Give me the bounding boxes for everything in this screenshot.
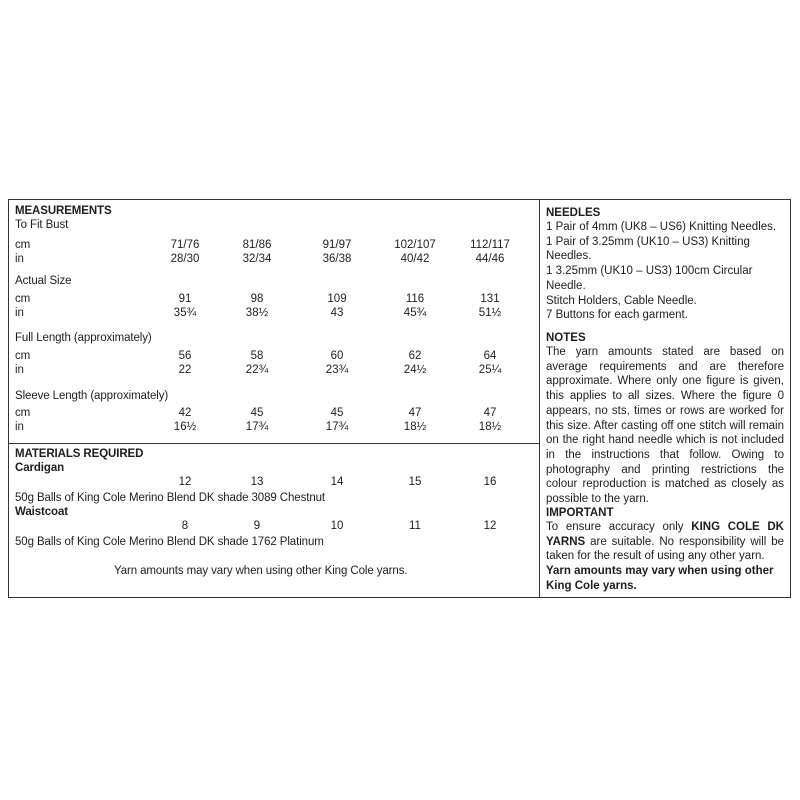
needles-line-1: 1 Pair of 4mm (UK8 – US6) Knitting Needles. [546,221,777,233]
waistcoat-quantity: 9 [253,520,261,532]
measurement-value: 112/117 [470,239,510,251]
needles-line-5: 7 Buttons for each garment. [546,309,688,322]
waistcoat-yarn: 50g Balls of King Cole Merino Blend DK shade 1762 Platinum [15,536,324,548]
measurement-value: 38½ [245,307,269,319]
measurement-value: 47 [408,407,422,419]
measurement-row-label: Actual Size [15,275,72,287]
measurement-value: 116 [405,293,425,305]
measurement-value: 16½ [173,421,197,433]
measurement-value: 45¾ [403,307,427,319]
measurement-value: 109 [327,293,347,305]
measurement-value: 102/107 [394,239,436,251]
measurement-value: 91/97 [322,239,352,251]
needles-line-2: 1 Pair of 3.25mm (UK10 – US3) Knitting Needles. [546,235,750,263]
cardigan-label: Cardigan [15,462,65,474]
waistcoat-quantity: 8 [181,520,189,532]
waistcoat-quantity: 12 [483,520,497,532]
measurement-value: 131 [480,293,500,305]
measurement-value: 23¾ [325,364,349,376]
measurement-row-label: cm [15,239,31,251]
cardigan-quantity: 12 [178,476,192,488]
measurement-row-label: in [15,307,24,319]
measurements-heading: MEASUREMENTS [15,205,112,217]
measurement-value: 22¾ [245,364,269,376]
measurement-row-label: cm [15,350,31,362]
needles-line-3: 1 3.25mm (UK10 – US3) 100cm Circular Needle. [546,265,753,292]
measurement-value: 56 [178,350,192,362]
measurement-value: 64 [483,350,497,362]
notes-body: The yarn amounts stated are based on average requirements and are therefore approximate. Where only one figure is given, this applies to all sizes. Where the figure 0 appears, no sts, times or rows are worked for this size. After casting off one stitch will remain on the right hand needle which is not included in the instructions that follow. Owing to photography and printing restrictions the colour reproduction is matched as closely as possible to the yarn. [546,346,784,506]
measurement-value: 43 [330,307,344,319]
measurement-value: 81/86 [242,239,272,251]
measurement-value: 32/34 [242,253,272,265]
measurement-value: 58 [250,350,264,362]
measurement-value: 42 [178,407,192,419]
important-brand: KING COLE DK YARNS [546,521,784,548]
measurement-value: 44/46 [475,253,505,265]
measurement-row-label: in [15,364,24,376]
measurement-value: 36/38 [322,253,352,265]
important-text-pre: To ensure accuracy only [546,521,692,533]
measurement-value: 45 [250,407,264,419]
yarn-note: Yarn amounts may vary when using other King Cole yarns. [114,565,408,577]
measurement-value: 60 [330,350,344,362]
measurement-value: 62 [408,350,422,362]
materials-heading: MATERIALS REQUIRED [15,448,144,460]
notes-heading: NOTES [546,332,586,344]
important-body [546,520,784,564]
cardigan-quantity: 14 [330,476,344,488]
measurement-value: 17¾ [325,421,349,433]
measurement-value: 45 [330,407,344,419]
measurement-row-label: To Fit Bust [15,219,69,231]
column-divider [539,199,540,598]
measurement-row-label: Sleeve Length (approximately) [15,390,169,402]
measurement-row-label: in [15,253,24,265]
measurement-value: 28/30 [170,253,200,265]
waistcoat-label: Waistcoat [15,506,68,518]
measurement-value: 18½ [403,421,427,433]
measurement-value: 91 [178,293,192,305]
measurement-row-label: in [15,421,24,433]
measurement-value: 98 [250,293,264,305]
measurement-row-label: cm [15,293,31,305]
section-divider [8,443,540,444]
needles-heading: NEEDLES [546,207,601,219]
cardigan-quantity: 13 [250,476,264,488]
measurement-value: 35¾ [173,307,197,319]
measurement-value: 24½ [403,364,427,376]
measurement-value: 17¾ [245,421,269,433]
cardigan-quantity: 16 [483,476,497,488]
important-text-post: are suitable. No responsibility will be taken for the result of using any other yarn. [546,535,784,563]
measurement-value: 25¼ [478,364,502,376]
measurement-value: 18½ [478,421,502,433]
notes-section [546,331,784,507]
measurement-value: 22 [178,364,192,376]
measurement-value: 51½ [478,307,502,319]
waistcoat-quantity: 10 [330,520,344,532]
waistcoat-quantity: 11 [409,520,421,532]
important-section [546,506,784,594]
needles-section [546,206,784,323]
measurement-row-label: cm [15,407,31,419]
important-heading: IMPORTANT [546,507,614,519]
important-bold-note: Yarn amounts may vary when using other King Cole yarns. [546,565,774,592]
needles-line-4: Stitch Holders, Cable Needle. [546,294,697,307]
cardigan-yarn: 50g Balls of King Cole Merino Blend DK shade 3089 Chestnut [15,492,326,504]
cardigan-quantity: 15 [408,476,422,488]
measurement-value: 40/42 [400,253,430,265]
measurement-row-label: Full Length (approximately) [15,332,152,344]
measurement-value: 71/76 [170,239,200,251]
measurement-value: 47 [483,407,497,419]
